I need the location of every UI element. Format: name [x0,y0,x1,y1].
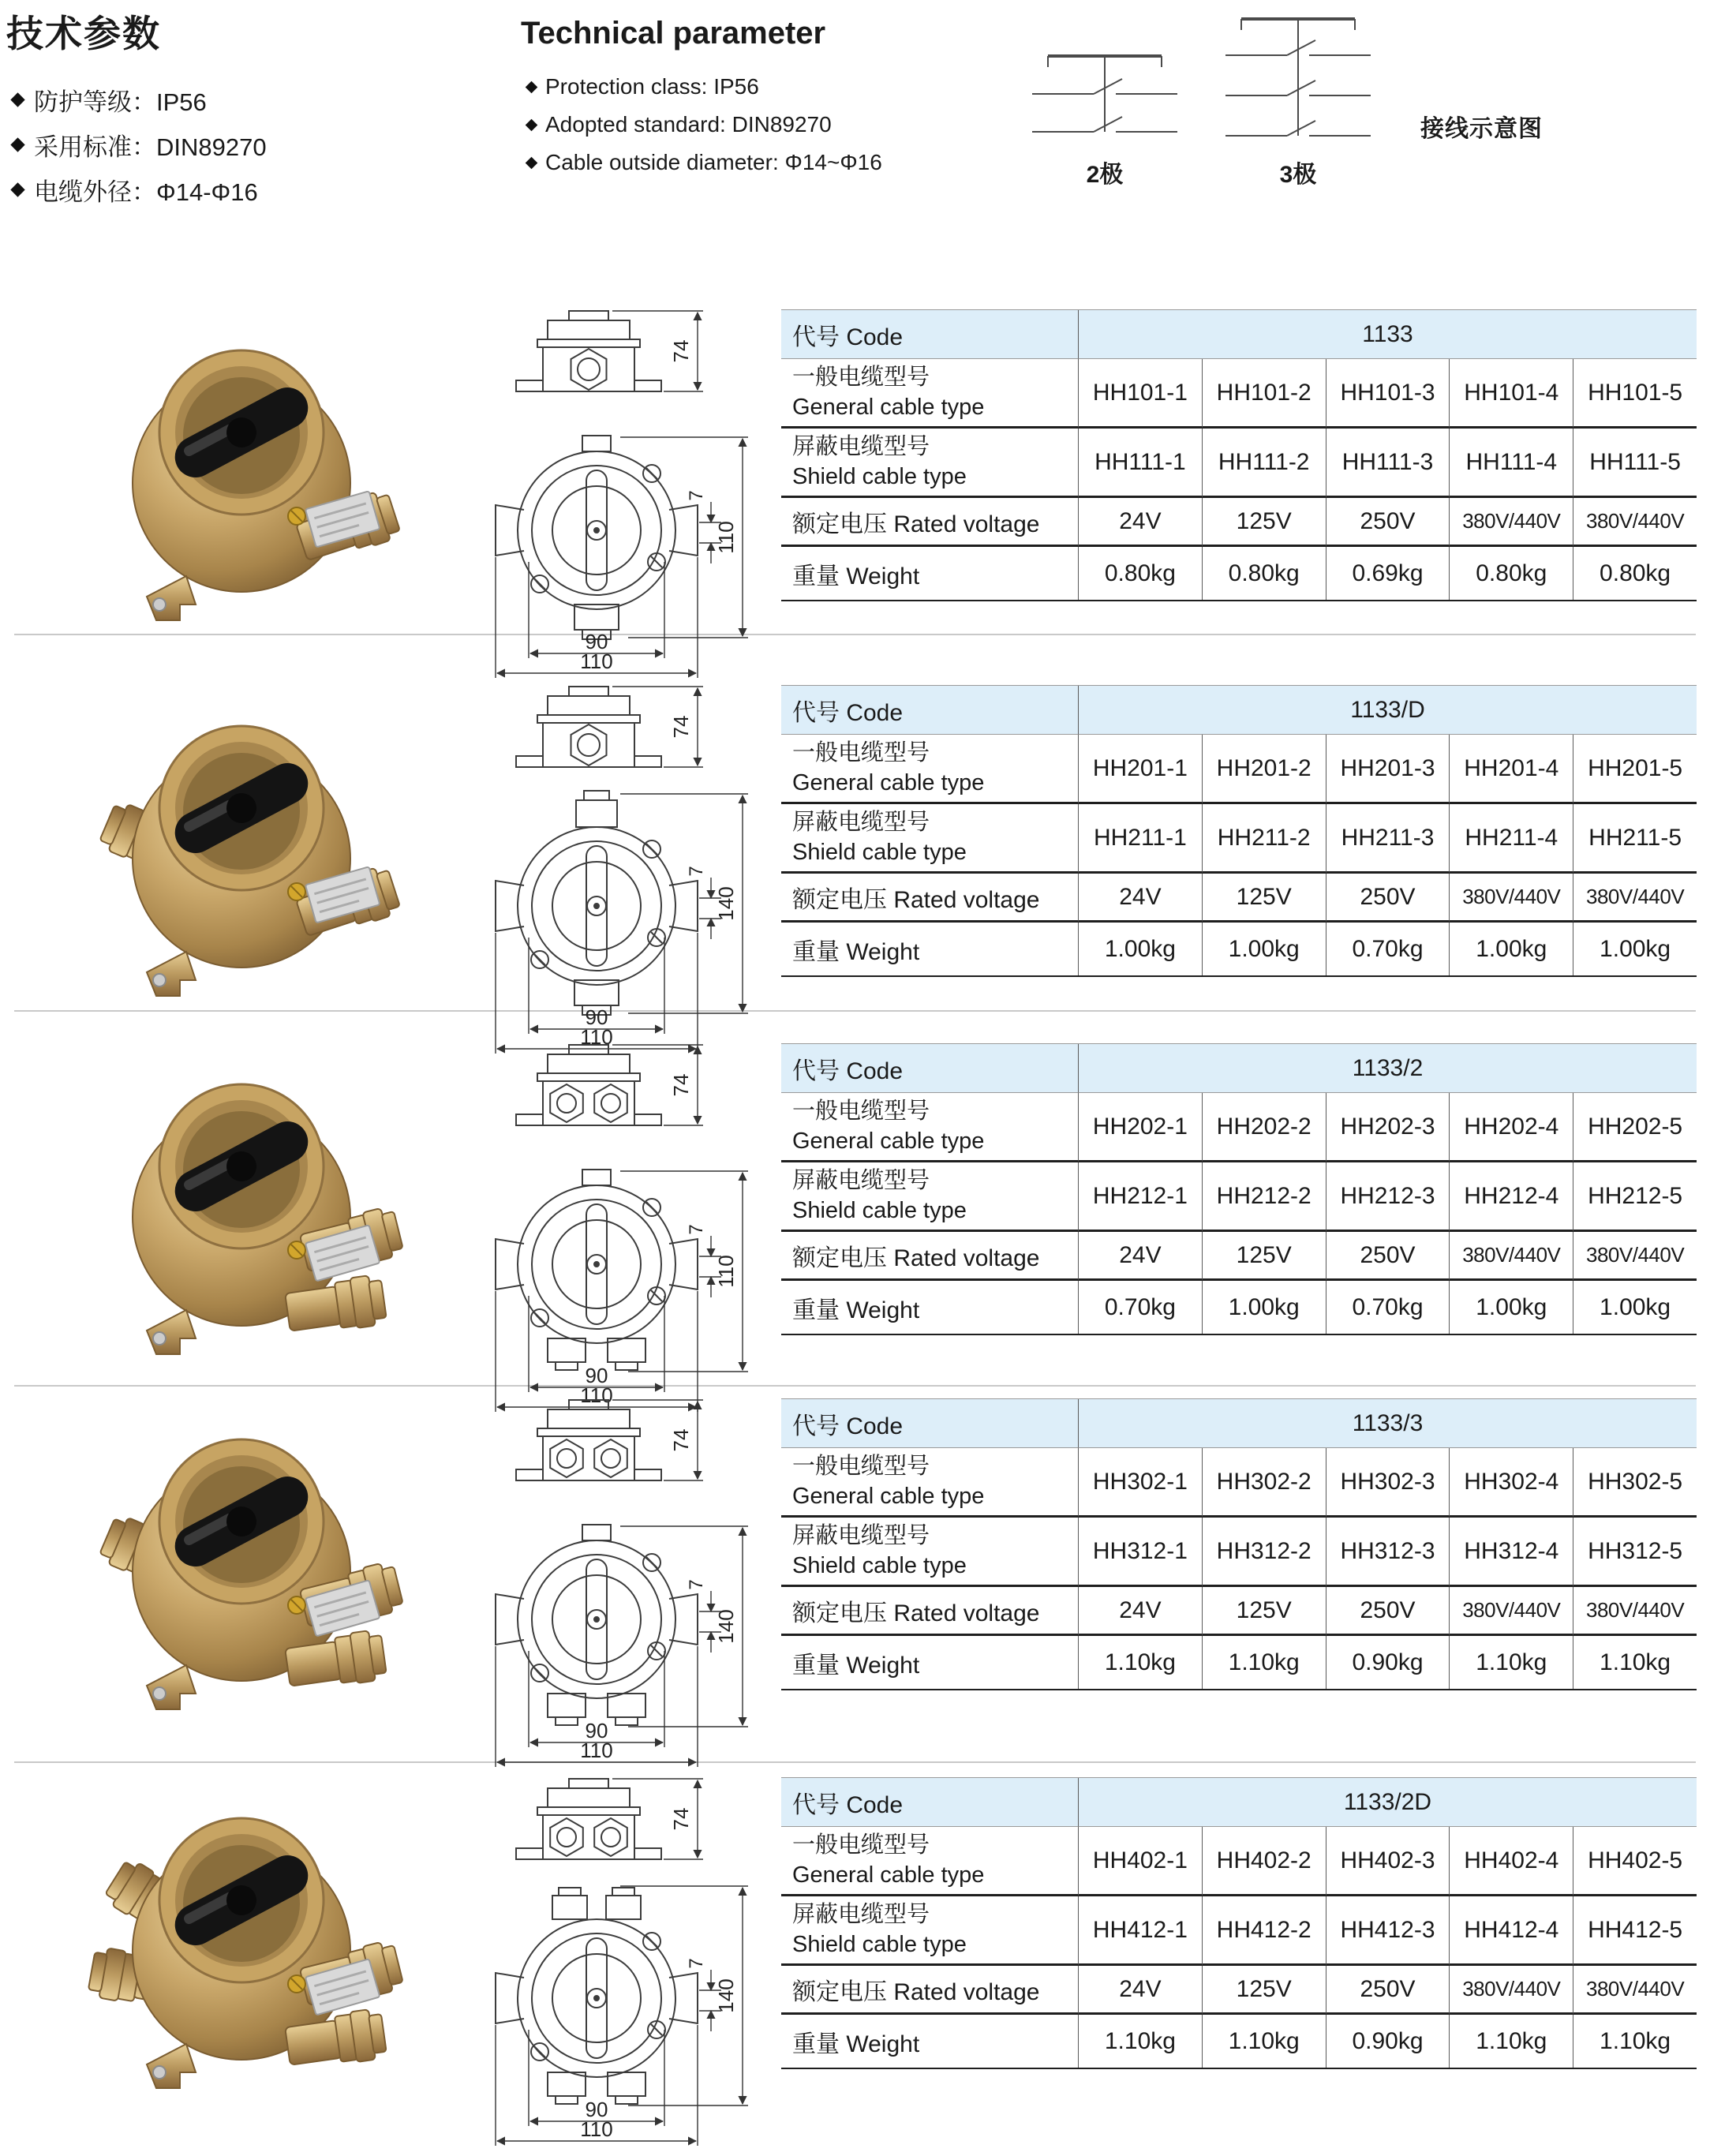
svg-text:110: 110 [580,1739,613,1762]
svg-text:140: 140 [714,886,738,921]
code-label: 代号 Code [781,686,1078,735]
svg-text:74: 74 [669,1428,693,1452]
bullet-item [527,144,882,182]
dimension-drawing [470,1768,794,2150]
spec-table [781,1777,1697,2069]
general-cable-label [781,1827,1078,1896]
general-cable-label [781,1093,1078,1162]
shield-cable-value: HH312-4 [1449,1518,1573,1587]
label-en: General cable type [792,769,985,795]
shield-cable-label [781,1518,1078,1587]
shield-cable-value: HH212-3 [1326,1162,1450,1232]
general-cable-value: HH402-2 [1202,1827,1326,1896]
general-cable-value: HH201-1 [1078,735,1202,804]
diamond-bullet-icon [10,92,24,107]
weight-value: 0.80kg [1202,547,1326,600]
svg-text:7: 7 [686,866,707,877]
wiring-diagram-2pole [1026,43,1184,154]
weight-value: 0.90kg [1326,1636,1450,1689]
voltage-value: 250V [1326,1966,1450,2015]
label-zh: 屏蔽电缆型号 [792,1523,930,1549]
dimension-drawing [470,676,794,1058]
voltage-value: 250V [1326,874,1450,923]
dimension-drawing [470,300,794,683]
voltage-value: 380V/440V [1449,1966,1573,2015]
shield-cable-value: HH211-3 [1326,804,1450,874]
svg-text:140: 140 [714,1609,738,1644]
voltage-label: 额定电压 Rated voltage [781,1587,1078,1636]
label-en: General cable type [792,1128,985,1154]
product-photo [62,1405,417,1720]
code-value: 1133/D [1078,686,1697,735]
weight-value: 1.10kg [1078,1636,1202,1689]
general-cable-value: HH101-5 [1573,359,1697,429]
voltage-value: 250V [1326,1587,1450,1636]
shield-cable-value: HH211-2 [1202,804,1326,874]
voltage-value: 380V/440V [1573,1232,1697,1281]
voltage-value: 250V [1326,498,1450,547]
svg-text:140: 140 [714,1978,738,2013]
general-cable-value: HH101-4 [1449,359,1573,429]
label-zh: 一般电缆型号 [792,365,930,391]
general-cable-value: HH302-2 [1202,1448,1326,1518]
diamond-bullet-icon [526,118,538,131]
diamond-bullet-icon [526,156,538,169]
label-en: General cable type [792,1483,985,1509]
product-section [0,685,1710,1064]
voltage-value: 380V/440V [1573,498,1697,547]
voltage-value: 250V [1326,1232,1450,1281]
shield-cable-label [781,1162,1078,1232]
weight-value: 1.10kg [1202,2015,1326,2068]
shield-cable-value: HH111-3 [1326,429,1450,498]
weight-value: 1.10kg [1449,1636,1573,1689]
svg-text:110: 110 [580,2117,613,2141]
label-en: Shield cable type [792,1197,967,1223]
shield-cable-value: HH412-4 [1449,1896,1573,1966]
voltage-value: 125V [1202,1966,1326,2015]
svg-text:7: 7 [686,1958,707,1969]
voltage-value: 380V/440V [1573,1966,1697,2015]
bullet-text: Adopted standard: DIN89270 [545,112,832,137]
product-section [0,1777,1710,2156]
general-cable-value: HH201-4 [1449,735,1573,804]
spec-table [781,1398,1697,1690]
wiring-diagram-3pole [1219,8,1377,154]
shield-cable-value: HH212-4 [1449,1162,1573,1232]
weight-value: 1.00kg [1202,1281,1326,1334]
general-cable-value: HH302-1 [1078,1448,1202,1518]
general-cable-value: HH402-1 [1078,1827,1202,1896]
bullet-text: 防护等级：IP56 [34,88,207,116]
wiring-label-2pole: 2极 [1086,162,1124,188]
weight-value: 1.00kg [1449,1281,1573,1334]
voltage-value: 380V/440V [1573,874,1697,923]
voltage-value: 380V/440V [1449,874,1573,923]
product-section [0,1043,1710,1422]
weight-label: 重量 Weight [792,938,920,965]
weight-value: 0.70kg [1326,923,1450,975]
weight-value: 0.70kg [1326,1281,1450,1334]
shield-cable-value: HH212-1 [1078,1162,1202,1232]
weight-value: 0.90kg [1326,2015,1450,2068]
voltage-value: 125V [1202,498,1326,547]
diamond-bullet-icon [10,137,24,152]
svg-text:74: 74 [669,1807,693,1831]
label-zh: 屏蔽电缆型号 [792,810,930,836]
voltage-value: 380V/440V [1449,1587,1573,1636]
label-en: Shield cable type [792,1552,967,1578]
product-photo [62,1050,417,1365]
code-value: 1133/2 [1078,1044,1697,1093]
label-zh: 一般电缆型号 [792,1832,930,1858]
weight-label: 重量 Weight [792,1652,920,1679]
voltage-value: 24V [1078,874,1202,923]
general-cable-value: HH101-2 [1202,359,1326,429]
bullet-item [527,68,882,106]
dimension-drawing [470,1034,794,1417]
bullet-item [13,167,267,212]
label-en: Shield cable type [792,839,967,865]
weight-value: 1.00kg [1573,923,1697,975]
weight-label: 重量 Weight [792,563,920,590]
general-cable-value: HH402-5 [1573,1827,1697,1896]
wiring-label-3pole: 3极 [1279,162,1317,188]
bullet-item [13,122,267,167]
voltage-value: 380V/440V [1449,1232,1573,1281]
shield-cable-value: HH211-1 [1078,804,1202,874]
diamond-bullet-icon [10,182,24,197]
general-cable-label [781,1448,1078,1518]
shield-cable-value: HH312-3 [1326,1518,1450,1587]
weight-value: 1.10kg [1573,2015,1697,2068]
shield-cable-value: HH412-5 [1573,1896,1697,1966]
weight-value: 1.10kg [1202,1636,1326,1689]
shield-cable-label [781,1896,1078,1966]
svg-text:90: 90 [585,630,608,653]
weight-label: 重量 Weight [792,2031,920,2057]
label-zh: 一般电缆型号 [792,740,930,766]
weight-value: 1.10kg [1573,1636,1697,1689]
general-cable-value: HH101-1 [1078,359,1202,429]
product-section [0,1398,1710,1777]
weight-value: 1.00kg [1202,923,1326,975]
bullet-item [527,106,882,144]
voltage-label: 额定电压 Rated voltage [781,498,1078,547]
general-cable-value: HH202-4 [1449,1093,1573,1162]
code-label: 代号 Code [781,310,1078,359]
voltage-value: 125V [1202,1232,1326,1281]
svg-text:110: 110 [580,1383,613,1407]
code-label: 代号 Code [781,1044,1078,1093]
svg-text:74: 74 [669,339,693,363]
svg-text:110: 110 [714,1255,738,1288]
general-cable-value: HH302-4 [1449,1448,1573,1518]
weight-value: 0.70kg [1078,1281,1202,1334]
general-cable-value: HH201-5 [1573,735,1697,804]
svg-text:90: 90 [585,1364,608,1387]
voltage-label: 额定电压 Rated voltage [781,1232,1078,1281]
shield-cable-value: HH212-2 [1202,1162,1326,1232]
voltage-value: 24V [1078,498,1202,547]
label-zh: 屏蔽电缆型号 [792,1168,930,1194]
label-en: General cable type [792,1862,985,1888]
code-value: 1133/3 [1078,1399,1697,1448]
voltage-value: 380V/440V [1573,1587,1697,1636]
general-cable-value: HH201-2 [1202,735,1326,804]
voltage-value: 125V [1202,874,1326,923]
shield-cable-label [781,429,1078,498]
shield-cable-value: HH111-5 [1573,429,1697,498]
bullet-text: 采用标准：DIN89270 [34,133,267,161]
spec-bullets-zh [13,77,267,212]
general-cable-value: HH202-2 [1202,1093,1326,1162]
shield-cable-value: HH412-2 [1202,1896,1326,1966]
general-cable-value: HH302-5 [1573,1448,1697,1518]
shield-cable-value: HH111-4 [1449,429,1573,498]
wiring-caption: 接线示意图 [1420,116,1543,142]
spec-bullets-en [527,68,882,182]
weight-value: 1.00kg [1449,923,1573,975]
general-cable-value: HH202-1 [1078,1093,1202,1162]
svg-text:7: 7 [686,490,707,501]
shield-cable-value: HH412-3 [1326,1896,1450,1966]
general-cable-value: HH202-3 [1326,1093,1450,1162]
weight-value: 1.00kg [1078,923,1202,975]
svg-text:7: 7 [686,1224,707,1235]
general-cable-label [781,359,1078,429]
general-cable-label [781,735,1078,804]
page-title-zh: 技术参数 [6,13,161,54]
label-zh: 一般电缆型号 [792,1454,930,1480]
code-value: 1133/2D [1078,1778,1697,1827]
label-en: General cable type [792,394,985,420]
dimension-drawing [470,1389,794,1772]
svg-text:74: 74 [669,1073,693,1097]
svg-text:110: 110 [580,649,613,673]
general-cable-value: HH402-3 [1326,1827,1450,1896]
spec-table [781,1043,1697,1335]
product-photo [62,316,417,631]
svg-text:110: 110 [580,1025,613,1049]
product-photo [62,691,417,1007]
shield-cable-value: HH111-2 [1202,429,1326,498]
bullet-text: Protection class: IP56 [545,74,759,99]
weight-value: 1.10kg [1449,2015,1573,2068]
voltage-value: 24V [1078,1587,1202,1636]
bullet-text: 电缆外径：Φ14-Φ16 [34,178,258,206]
code-value: 1133 [1078,310,1697,359]
shield-cable-label [781,804,1078,874]
svg-text:74: 74 [669,715,693,739]
shield-cable-value: HH111-1 [1078,429,1202,498]
label-zh: 一般电缆型号 [792,1099,930,1125]
voltage-value: 24V [1078,1232,1202,1281]
label-en: Shield cable type [792,463,967,489]
page-title-en: Technical parameter [521,16,826,51]
spec-table [781,685,1697,977]
label-zh: 屏蔽电缆型号 [792,1902,930,1928]
bullet-item [13,77,267,122]
label-zh: 屏蔽电缆型号 [792,434,930,460]
weight-value: 0.80kg [1078,547,1202,600]
voltage-value: 380V/440V [1449,498,1573,547]
weight-value: 0.69kg [1326,547,1450,600]
weight-label: 重量 Weight [792,1297,920,1323]
general-cable-value: HH201-3 [1326,735,1450,804]
shield-cable-value: HH211-5 [1573,804,1697,874]
weight-value: 1.00kg [1573,1281,1697,1334]
product-photo [62,1784,417,2099]
shield-cable-value: HH312-1 [1078,1518,1202,1587]
general-cable-value: HH202-5 [1573,1093,1697,1162]
voltage-label: 额定电压 Rated voltage [781,1966,1078,2015]
voltage-label: 额定电压 Rated voltage [781,874,1078,923]
code-label: 代号 Code [781,1778,1078,1827]
diamond-bullet-icon [526,80,538,93]
general-cable-value: HH101-3 [1326,359,1450,429]
svg-text:90: 90 [585,1719,608,1742]
bullet-text: Cable outside diameter: Φ14~Φ16 [545,150,882,174]
shield-cable-value: HH312-5 [1573,1518,1697,1587]
weight-value: 0.80kg [1573,547,1697,600]
weight-value: 1.10kg [1078,2015,1202,2068]
general-cable-value: HH302-3 [1326,1448,1450,1518]
shield-cable-value: HH212-5 [1573,1162,1697,1232]
code-label: 代号 Code [781,1399,1078,1448]
shield-cable-value: HH312-2 [1202,1518,1326,1587]
svg-text:90: 90 [585,2098,608,2121]
label-en: Shield cable type [792,1931,967,1957]
svg-text:90: 90 [585,1005,608,1029]
svg-text:7: 7 [686,1579,707,1590]
svg-text:110: 110 [714,521,738,554]
product-section [0,309,1710,688]
general-cable-value: HH402-4 [1449,1827,1573,1896]
voltage-value: 125V [1202,1587,1326,1636]
weight-value: 0.80kg [1449,547,1573,600]
shield-cable-value: HH412-1 [1078,1896,1202,1966]
shield-cable-value: HH211-4 [1449,804,1573,874]
voltage-value: 24V [1078,1966,1202,2015]
spec-table [781,309,1697,601]
